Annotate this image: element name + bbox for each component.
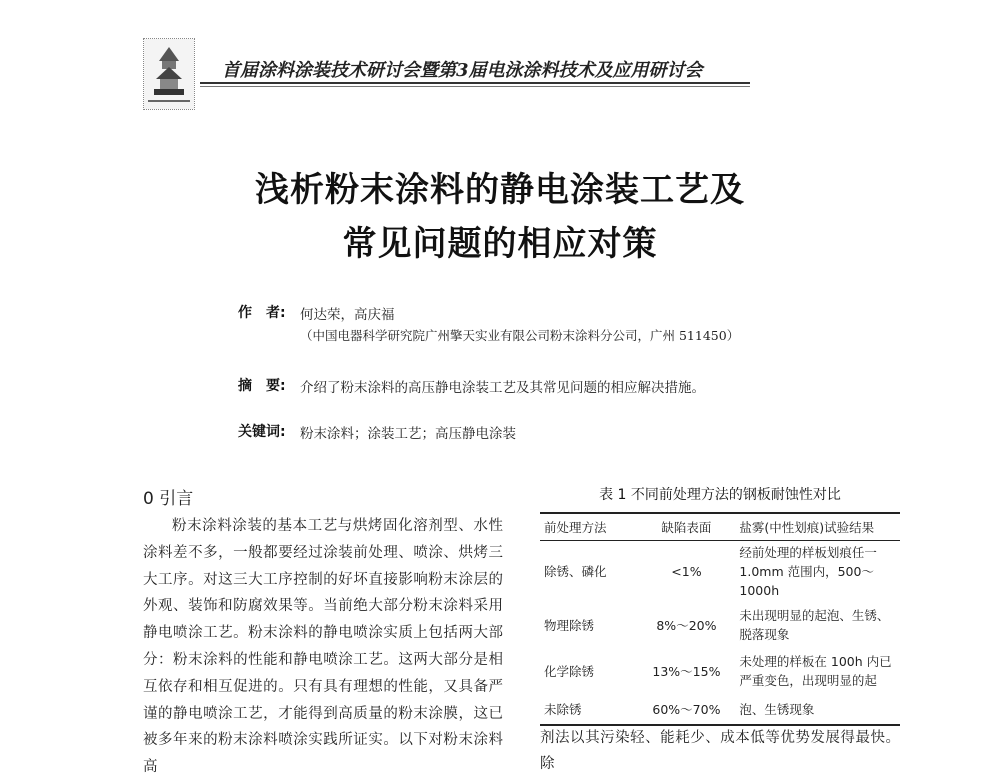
table-cell: 未处理的样板在 100h 内已严重变色，出现明显的起 [739,654,892,688]
table-header-cell: 盐雾(中性划痕)试验结果 [739,520,875,535]
table-cell: 化学除锈 [544,663,595,679]
table-cell: 13%～15% [652,663,721,679]
author-names: 何达荣，高庆福 [300,307,395,323]
table-header-cell: 前处理方法 [544,520,607,535]
header-divider-thin [200,86,750,87]
intro-heading: 0 引言 [143,489,194,509]
table-row [540,602,900,648]
conference-title: 首届涂料涂装技术研讨会暨第3届电泳涂料技术及应用研讨会 [222,60,703,81]
table-cell: 经前处理的样板划痕任一 1.0mm 范围内，500～1000h [739,545,877,598]
intro-paragraph: 粉末涂料涂装的基本工艺与烘烤固化溶剂型、水性涂料差不多，一般都要经过涂装前处理、喷涂、烘烤三大工序。对这三大工序控制的好坏直接影响粉末涂层的外观、装饰和防腐效果等。当前绝大部分粉末涂料采用静电喷涂工艺。粉末涂料的静电喷涂实质上包括两大部分：粉末涂料的性能和静电喷涂工艺。这两大部分是相互依存和相互促进的。只有具有理想的性能，又具备严谨的静电喷涂工艺，才能得到高质量的粉末涂膜，这已被多年来的粉末涂料喷涂实践所证实。以下对粉末涂料高 [143,518,503,776]
conference-logo [143,38,195,110]
pagoda-logo-icon [144,39,194,109]
right-column-paragraph: 剂法以其污染轻、能耗少、成本低等优势发展得最快。除 [540,730,900,772]
table-header-row [540,513,900,541]
paper-title-line1: 浅析粉末涂料的静电涂装工艺及 [255,170,745,210]
keywords-text: 粉末涂料；涂装工艺；高压静电涂装 [300,426,516,442]
corrosion-comparison-table [540,512,900,726]
header-divider [200,82,750,84]
abstract-text: 介绍了粉末涂料的高压静电涂装工艺及其常见问题的相应解决措施。 [300,380,705,396]
table-cell: 60%～70% [652,701,721,717]
table-cell: 泡、生锈现象 [739,701,815,717]
authors-label: 作 者: [238,305,286,321]
table-row [540,541,900,603]
table-cell: 未出现明显的起泡、生锈、脱落现象 [739,608,890,642]
table-row [540,694,900,725]
table-row [540,648,900,694]
table-cell: 8%～20% [656,617,717,633]
author-affiliation: （中国电器科学研究院广州擎天实业有限公司粉末涂料分公司，广州 511450） [300,328,740,343]
table-cell: 未除锈 [544,701,582,717]
keywords-label: 关键词: [238,424,286,440]
table-cell: 除锈、磷化 [544,564,607,579]
paper-title-line2: 常见问题的相应对策 [342,224,658,264]
abstract-label: 摘 要: [238,378,286,394]
table-cell: <1% [671,564,702,579]
table-header-cell: 缺陷表面 [661,520,712,535]
table-cell: 物理除锈 [544,617,595,633]
table-caption: 表 1 不同前处理方法的钢板耐蚀性对比 [599,487,841,503]
